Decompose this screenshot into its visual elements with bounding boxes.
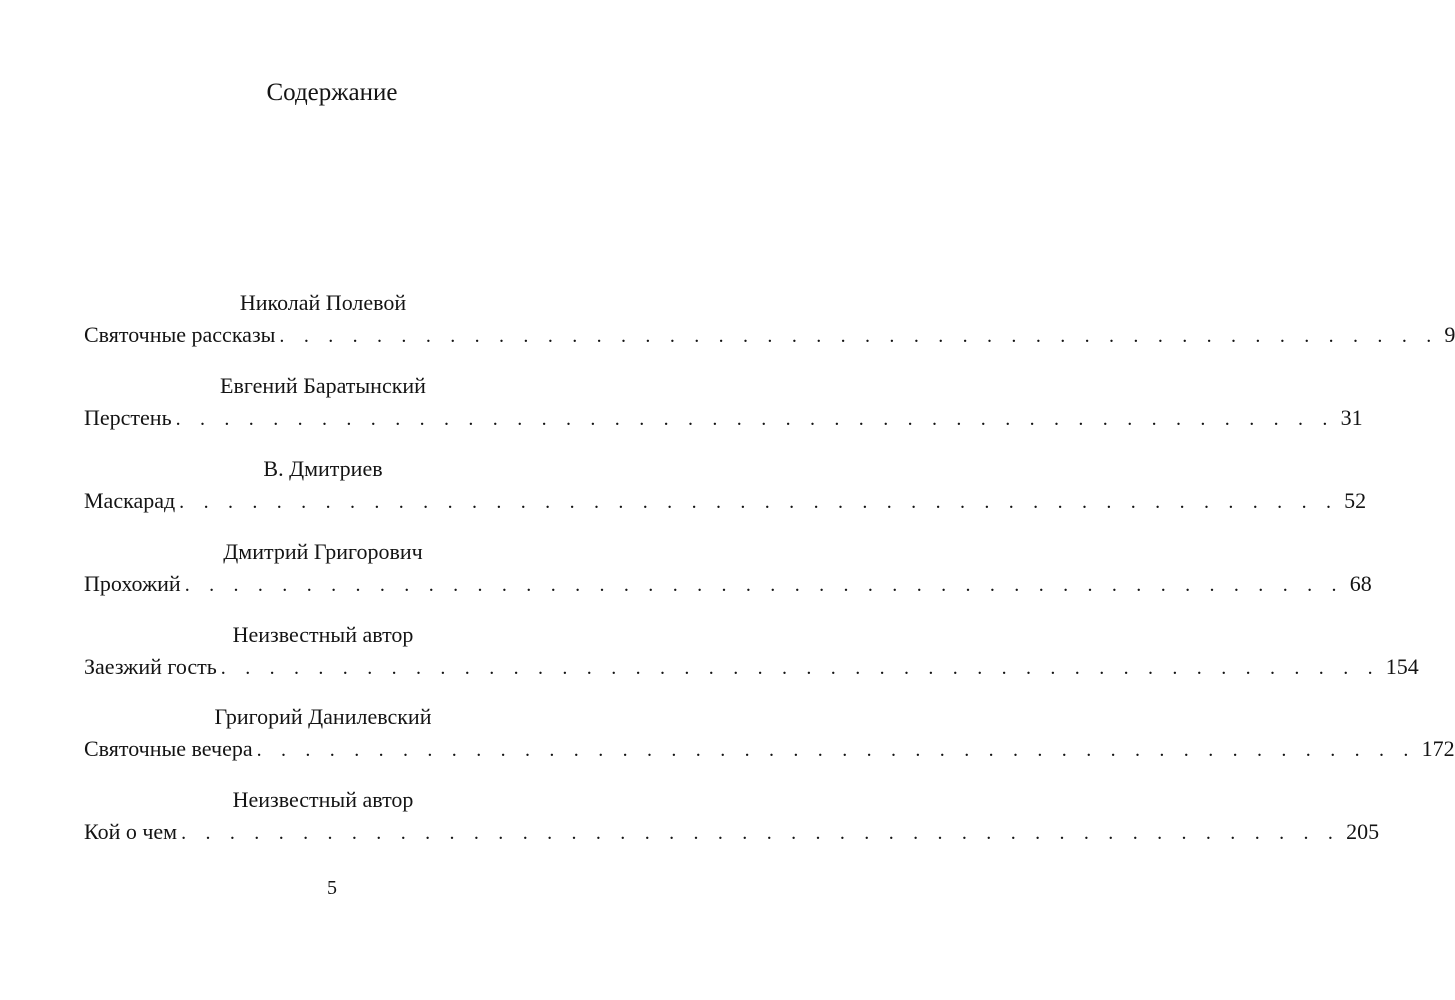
toc-page-number: 31 <box>1340 405 1363 430</box>
toc-author: Григорий Данилевский <box>214 704 432 729</box>
toc-line[interactable] <box>84 488 1367 514</box>
toc-author: В. Дмитриев <box>263 456 383 481</box>
toc-line[interactable] <box>84 819 1380 845</box>
toc-entry <box>84 456 1367 514</box>
toc-title: Святочные вечера <box>84 736 253 761</box>
toc-line[interactable] <box>84 405 1363 431</box>
toc-page-number: 172 <box>1421 736 1455 761</box>
dot-leader: . . . . . . . . . . . . . . . . . . . . . . . . . . . . . . . . . . . . . . . . . . . . . . . . <box>184 574 1344 596</box>
toc-line[interactable] <box>84 322 1455 348</box>
toc-entry <box>84 373 1363 431</box>
toc-title: Прохожий <box>84 571 181 596</box>
toc-page-number: 68 <box>1349 571 1372 596</box>
toc-title: Заезжий гость <box>84 654 217 679</box>
toc-author: Неизвестный автор <box>232 787 414 812</box>
dot-leader: . . . . . . . . . . . . . . . . . . . . . . . . . . . . . . . . . . . . . . . . . . . . . . . . <box>181 822 1341 844</box>
toc-entry <box>84 290 1455 348</box>
toc-title: Святочные рассказы <box>84 322 276 347</box>
toc-author: Евгений Баратынский <box>220 373 426 398</box>
toc-line[interactable] <box>84 571 1372 597</box>
page-number: 5 <box>327 877 337 899</box>
toc-entry <box>84 622 1419 680</box>
toc-author: Неизвестный автор <box>232 622 414 647</box>
dot-leader: . . . . . . . . . . . . . . . . . . . . . . . . . . . . . . . . . . . . . . . . . . . . . . . . <box>220 657 1380 679</box>
dot-leader: . . . . . . . . . . . . . . . . . . . . . . . . . . . . . . . . . . . . . . . . . . . . . . . . <box>279 325 1439 347</box>
toc-author: Николай Полевой <box>239 290 407 315</box>
toc-author: Дмитрий Григорович <box>223 539 423 564</box>
dot-leader: . . . . . . . . . . . . . . . . . . . . . . . . . . . . . . . . . . . . . . . . . . . . . . . . <box>179 491 1339 513</box>
toc-title: Кой о чем <box>84 819 178 844</box>
dot-leader: . . . . . . . . . . . . . . . . . . . . . . . . . . . . . . . . . . . . . . . . . . . . . . . . <box>256 739 1416 761</box>
toc-page-number: 52 <box>1344 488 1367 513</box>
toc-entry <box>84 787 1380 845</box>
toc-entry <box>84 704 1455 762</box>
toc-line[interactable] <box>84 736 1455 762</box>
table-of-contents <box>84 0 1455 1000</box>
page-title: Содержание <box>266 79 398 106</box>
toc-entry <box>84 539 1372 597</box>
toc-page-number: 154 <box>1385 654 1419 679</box>
toc-page-number: 205 <box>1346 819 1380 844</box>
toc-page-number: 9 <box>1444 322 1455 347</box>
dot-leader: . . . . . . . . . . . . . . . . . . . . . . . . . . . . . . . . . . . . . . . . . . . . . . . . <box>175 408 1335 430</box>
toc-line[interactable] <box>84 654 1419 680</box>
toc-title: Перстень <box>84 405 172 430</box>
toc-title: Маскарад <box>84 488 176 513</box>
